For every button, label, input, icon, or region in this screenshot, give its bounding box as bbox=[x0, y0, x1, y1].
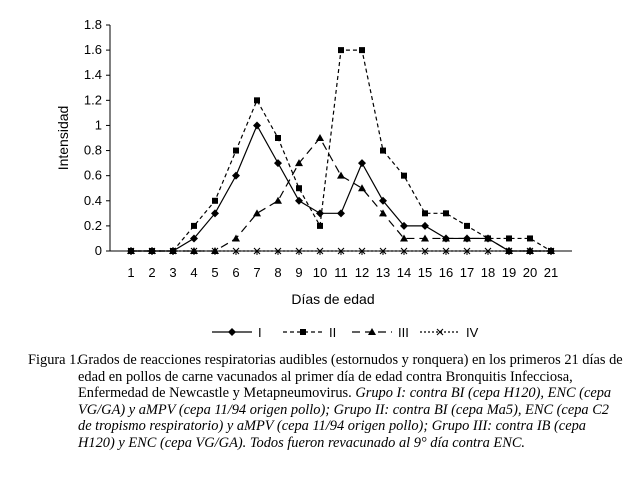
legend-item-I bbox=[212, 325, 262, 340]
legend-item-II bbox=[283, 325, 336, 340]
data-point-II bbox=[233, 148, 239, 154]
data-point-I bbox=[337, 209, 345, 217]
data-point-III bbox=[358, 184, 366, 191]
x-tick-label: 2 bbox=[148, 265, 156, 280]
y-tick-label: 0.4 bbox=[83, 192, 102, 208]
x-tick-label: 19 bbox=[501, 265, 517, 280]
x-tick-label: 18 bbox=[480, 265, 496, 280]
y-tick-label: 1.2 bbox=[83, 92, 102, 108]
y-tick-label: 1.8 bbox=[83, 17, 102, 32]
data-point-II bbox=[527, 235, 533, 241]
caption-body bbox=[78, 352, 626, 452]
y-tick-label: 0.8 bbox=[83, 142, 102, 158]
data-point-I bbox=[421, 222, 429, 230]
y-tick-label: 1 bbox=[94, 117, 102, 133]
legend-marker bbox=[228, 328, 236, 336]
legend-item-IV bbox=[420, 325, 479, 340]
series-I bbox=[127, 121, 555, 255]
data-point-II bbox=[401, 173, 407, 179]
data-point-III bbox=[337, 172, 345, 179]
x-tick-label: 9 bbox=[295, 265, 303, 280]
x-tick-label: 8 bbox=[274, 265, 282, 280]
data-point-II bbox=[443, 210, 449, 216]
data-point-III bbox=[253, 209, 261, 216]
x-tick-label: 10 bbox=[312, 265, 328, 280]
caption-italic-text: Grupo I: contra BI (cepa H120), ENC (cepa VG/GA) y aMPV (cepa 11/94 origen pollo); Grupo II: contra BI (cepa Ma5), ENC (cepa C2 de tropismo respiratorio) y aMPV (cepa 11/94 origen pollo); Grupo III: contra IB (cepa H120) y ENC (cepa VG/GA). Todos fueron revacunado al 9° día contra ENC. bbox=[78, 385, 612, 451]
data-point-I bbox=[274, 159, 282, 167]
data-point-II bbox=[464, 223, 470, 229]
data-point-III bbox=[379, 209, 387, 216]
y-tick-label: 0.6 bbox=[83, 167, 102, 183]
x-tick-label: 7 bbox=[253, 265, 261, 280]
caption-text: Grados de reacciones respiratorias audibles (estornudos y ronquera) en los primeros 21 días de edad en pollos de carne vacunados al primer día de edad contra Bronquitis Infecciosa, Enfermedad de Newcastle y Metapneumovirus. bbox=[78, 352, 623, 402]
x-tick-label: 14 bbox=[396, 265, 412, 280]
x-tick-label: 16 bbox=[438, 265, 454, 280]
data-point-II bbox=[380, 148, 386, 154]
legend-label: III bbox=[398, 325, 409, 340]
chart-series bbox=[127, 47, 555, 255]
legend-marker bbox=[300, 329, 306, 335]
series-line-II bbox=[131, 50, 551, 251]
legend-label: II bbox=[329, 325, 337, 340]
y-tick-label: 1.4 bbox=[83, 67, 102, 83]
series-line-III bbox=[131, 138, 551, 251]
data-point-II bbox=[422, 210, 428, 216]
legend-label: I bbox=[258, 325, 262, 340]
data-point-II bbox=[317, 223, 323, 229]
y-tick-label: 0 bbox=[94, 243, 102, 258]
data-point-II bbox=[296, 185, 302, 191]
data-point-I bbox=[295, 197, 303, 205]
legend-item-III bbox=[352, 325, 409, 340]
x-axis-title: Días de edad bbox=[291, 291, 375, 307]
x-tick-label: 3 bbox=[169, 265, 177, 280]
x-tick-label: 6 bbox=[232, 265, 240, 280]
data-point-II bbox=[506, 235, 512, 241]
x-tick-label: 21 bbox=[543, 265, 559, 280]
x-tick-label: 15 bbox=[417, 265, 433, 280]
y-axis-ticks bbox=[84, 17, 110, 258]
x-tick-label: 5 bbox=[211, 265, 219, 280]
legend-label: IV bbox=[466, 325, 479, 340]
data-point-II bbox=[212, 198, 218, 204]
x-tick-label: 1 bbox=[127, 265, 135, 280]
y-axis-title: Intensidad bbox=[55, 105, 71, 171]
y-tick-label: 0.2 bbox=[83, 217, 102, 233]
x-tick-label: 13 bbox=[375, 265, 391, 280]
data-point-I bbox=[358, 159, 366, 167]
caption-label: Figura 1. bbox=[28, 352, 80, 368]
x-tick-label: 12 bbox=[354, 265, 370, 280]
data-point-II bbox=[275, 135, 281, 141]
y-tick-label: 1.6 bbox=[83, 42, 102, 58]
x-axis-ticks bbox=[127, 251, 558, 280]
data-point-I bbox=[316, 209, 324, 217]
data-point-I bbox=[232, 172, 240, 180]
x-tick-label: 11 bbox=[334, 265, 348, 280]
x-tick-label: 4 bbox=[190, 265, 198, 280]
data-point-II bbox=[191, 223, 197, 229]
data-point-III bbox=[316, 134, 324, 141]
series-II bbox=[128, 47, 554, 254]
series-line-I bbox=[131, 125, 551, 251]
data-point-II bbox=[338, 47, 344, 53]
chart-legend bbox=[212, 325, 479, 340]
data-point-I bbox=[253, 121, 261, 129]
data-point-II bbox=[254, 97, 260, 103]
data-point-II bbox=[359, 47, 365, 53]
data-point-III bbox=[274, 197, 282, 204]
x-tick-label: 17 bbox=[459, 265, 475, 280]
data-point-III bbox=[232, 234, 240, 241]
x-tick-label: 20 bbox=[522, 265, 538, 280]
